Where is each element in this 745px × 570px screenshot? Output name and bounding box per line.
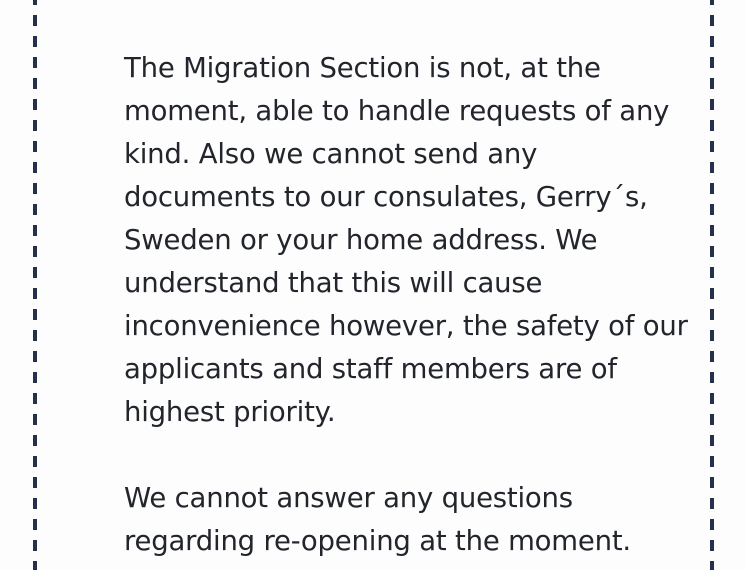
notice-text — [124, 47, 694, 563]
dashed-border-left — [33, 0, 37, 570]
dashed-border-right — [710, 0, 714, 570]
notice-paragraph-2: We cannot answer any questions regarding re-opening at the moment. — [124, 482, 631, 557]
notice-paragraph-1: The Migration Section is not, at the moment, able to handle requests of any kind. Also we cannot send any documents to our consulates, Gerry´s, Sweden or your home address. We understand that this will cause inconvenience however, the safety of our applicants and staff members are of highest priority. — [124, 52, 688, 428]
